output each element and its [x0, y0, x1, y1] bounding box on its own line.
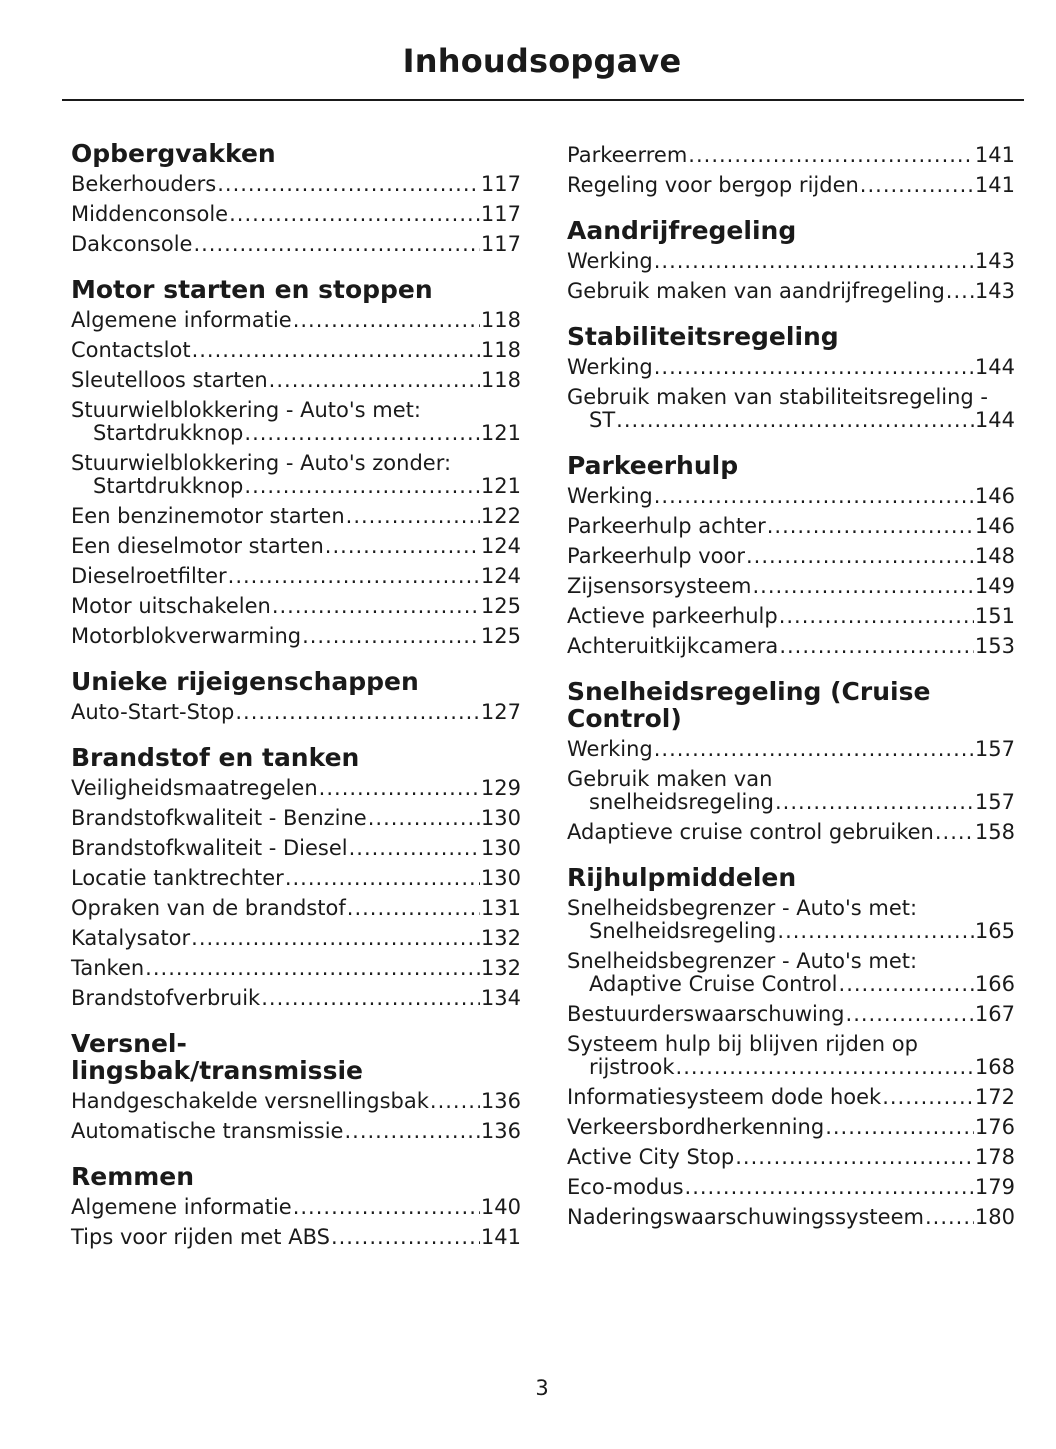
section-heading: Opbergvakken [71, 139, 276, 168]
toc-entry-page: 118 [480, 368, 521, 392]
toc-entry-row [567, 1116, 1015, 1139]
toc-entry[interactable] [567, 280, 1015, 303]
toc-entry-row [71, 309, 521, 332]
dot-leader [839, 973, 974, 996]
toc-section-opbergvakken [71, 140, 521, 256]
toc-entry[interactable] [567, 1206, 1015, 1229]
toc-section-snelheidsregeling-cruise-control [567, 678, 1015, 844]
toc-entry[interactable] [567, 250, 1015, 273]
toc-entry-page: 168 [974, 1055, 1015, 1079]
toc-entry[interactable] [567, 1146, 1015, 1169]
toc-entry-page: 180 [974, 1205, 1015, 1229]
section-heading [567, 678, 1015, 732]
toc-entry-row [71, 701, 521, 724]
dot-leader [685, 1176, 974, 1199]
dot-leader [193, 233, 479, 256]
dot-leader [368, 807, 480, 830]
toc-entry-row [71, 505, 521, 528]
toc-entry-row [567, 1146, 1015, 1169]
toc-entry-row [567, 575, 1015, 598]
toc-entry-row [567, 605, 1015, 628]
section-heading-line: Control) [567, 704, 682, 733]
section-heading: Motor starten en stoppen [71, 275, 433, 304]
toc-entry-title: Verkeersbordherkenning [567, 1115, 825, 1139]
toc-entry-page: 134 [480, 986, 521, 1010]
toc-entry-title-line: Stuurwielblokkering - Auto's met: [71, 398, 421, 422]
page-title: Inhoudsopgave [402, 42, 682, 80]
toc-entry-title: Snelheidsregeling [589, 919, 777, 943]
toc-entry-page: 118 [480, 338, 521, 362]
dot-leader [191, 927, 480, 950]
toc-entry[interactable] [567, 1086, 1015, 1109]
toc-entry[interactable] [71, 399, 521, 445]
toc-entry-row [71, 535, 521, 558]
toc-entry[interactable] [567, 1033, 1015, 1079]
toc-entry-title: Tips voor rijden met ABS [71, 1225, 330, 1249]
toc-entry-page: 136 [480, 1119, 521, 1143]
toc-entry-row [71, 807, 521, 830]
toc-entry[interactable] [567, 1003, 1015, 1026]
toc-entry[interactable] [71, 339, 521, 362]
toc-entry-title: Een dieselmotor starten [71, 534, 324, 558]
dot-leader [217, 173, 480, 196]
toc-entry[interactable] [71, 203, 521, 226]
toc-entry-title: Automatische transmissie [71, 1119, 344, 1143]
dot-leader [285, 867, 480, 890]
toc-entry[interactable] [567, 897, 1015, 943]
dot-leader [676, 1056, 974, 1079]
toc-entry-row [567, 174, 1015, 197]
toc-entry-title: Werking [567, 249, 653, 273]
section-heading: Unieke rijeigenschappen [71, 667, 419, 696]
toc-right-column [567, 140, 1015, 1236]
toc-entry-title: Werking [567, 737, 653, 761]
toc-entry-row [71, 1090, 521, 1113]
toc-entry-title-line: Gebruik maken van stabiliteitsregeling - [567, 385, 989, 409]
toc-entry-title: Tanken [71, 956, 145, 980]
toc-entry-row [71, 1196, 521, 1219]
toc-entry-page: 121 [480, 421, 521, 445]
toc-entry-row [567, 545, 1015, 568]
toc-entry-page: 124 [480, 534, 521, 558]
toc-entry-title: Opraken van de brandstof [71, 896, 346, 920]
section-heading-line: Versnel- [71, 1029, 187, 1058]
dot-leader [269, 369, 480, 392]
toc-entry[interactable] [71, 233, 521, 256]
toc-entry-page: 153 [974, 634, 1015, 658]
dot-leader [775, 791, 974, 814]
toc-section-brandstof-en-tanken [71, 744, 521, 1010]
toc-entry-title: snelheidsregeling [589, 790, 774, 814]
toc-entry-row [71, 173, 521, 196]
dot-leader [228, 565, 480, 588]
toc-entry-title: Dieselroetfilter [71, 564, 227, 588]
toc-entry-page: 157 [974, 790, 1015, 814]
toc-entry-title: Regeling voor bergop rijden [567, 173, 859, 197]
toc-entry-page: 131 [480, 896, 521, 920]
toc-entry-row [567, 356, 1015, 379]
dot-leader [235, 701, 480, 724]
toc-entry-row [567, 1206, 1015, 1229]
toc-entry-title: Brandstofverbruik [71, 986, 261, 1010]
toc-entry-row [71, 595, 521, 618]
toc-entry-title-line: Stuurwielblokkering - Auto's zonder: [71, 451, 452, 475]
toc-entry[interactable] [567, 768, 1015, 814]
toc-entry-row [567, 485, 1015, 508]
toc-entry[interactable] [71, 807, 521, 830]
dot-leader [735, 1146, 974, 1169]
toc-entry-title: Adaptive Cruise Control [589, 972, 838, 996]
dot-leader [347, 897, 480, 920]
dot-leader [860, 174, 974, 197]
toc-entry-page: 140 [480, 1195, 521, 1219]
toc-entry[interactable] [567, 485, 1015, 508]
toc-entry-row [567, 280, 1015, 303]
toc-entry-row [567, 738, 1015, 761]
toc-entry-title: Een benzinemotor starten [71, 504, 345, 528]
toc-section-remmen [71, 1163, 521, 1249]
toc-entry-page: 144 [974, 408, 1015, 432]
toc-entry-page: 136 [480, 1089, 521, 1113]
toc-entry-row [71, 565, 521, 588]
toc-entry-page: 129 [480, 776, 521, 800]
toc-entry-row [71, 837, 521, 860]
toc-entry[interactable] [567, 545, 1015, 568]
toc-entry-page: 141 [480, 1225, 521, 1249]
section-heading: Brandstof en tanken [71, 743, 360, 772]
toc-section-motor-starten-en-stoppen [71, 276, 521, 648]
toc-entry-row [71, 369, 521, 392]
toc-entry-title: Parkeerhulp voor [567, 544, 745, 568]
toc-entry-row [567, 821, 1015, 844]
toc-entry-title: Actieve parkeerhulp [567, 604, 778, 628]
toc-entry[interactable] [567, 1176, 1015, 1199]
toc-entry-page: 176 [974, 1115, 1015, 1139]
toc-entry[interactable] [567, 1116, 1015, 1139]
toc-entry-row [71, 422, 521, 445]
dot-leader [229, 203, 480, 226]
toc-entry[interactable] [71, 1120, 521, 1143]
toc-entry-title: Achteruitkijkcamera [567, 634, 779, 658]
toc-section-aandrijfregeling [567, 217, 1015, 303]
toc-entry-title: Katalysator [71, 926, 191, 950]
toc-entry-page: 148 [974, 544, 1015, 568]
toc-entry-page: 117 [480, 232, 521, 256]
toc-entry[interactable] [71, 1226, 521, 1249]
toc-entry-row [71, 777, 521, 800]
toc-entry-row [71, 927, 521, 950]
dot-leader [192, 339, 480, 362]
dot-leader [777, 920, 974, 943]
toc-entry-page: 117 [480, 202, 521, 226]
toc-entry-page: 130 [480, 866, 521, 890]
toc-entry-row [567, 1086, 1015, 1109]
toc-entry-page: 151 [974, 604, 1015, 628]
toc-entry[interactable] [71, 957, 521, 980]
toc-entry-row [71, 897, 521, 920]
toc-entry-title: Adaptieve cruise control gebruiken [567, 820, 934, 844]
toc-entry-title: Handgeschakelde versnellingsbak [71, 1089, 429, 1113]
toc-entry-title: Bestuurderswaarschuwing [567, 1002, 845, 1026]
toc-entry-page: 143 [974, 249, 1015, 273]
toc-entry-row [567, 1003, 1015, 1026]
toc-entry-title: Zijsensorsysteem [567, 574, 752, 598]
toc-entry[interactable] [71, 535, 521, 558]
toc-entry-title: Contactslot [71, 338, 191, 362]
toc-entry-row [71, 475, 521, 498]
toc-entry-page: 124 [480, 564, 521, 588]
toc-entry-row [71, 233, 521, 256]
toc-entry-title: Brandstofkwaliteit - Diesel [71, 836, 348, 860]
section-heading: Rijhulpmiddelen [567, 863, 797, 892]
toc-entry[interactable] [71, 777, 521, 800]
dot-leader [302, 625, 480, 648]
toc-entry-page: 117 [480, 172, 521, 196]
dot-leader [935, 821, 974, 844]
dot-leader [654, 356, 974, 379]
toc-entry[interactable] [567, 356, 1015, 379]
toc-entry-title: Motor uitschakelen [71, 594, 271, 618]
toc-entry-page: 166 [974, 972, 1015, 996]
toc-entry-title: Middenconsole [71, 202, 229, 226]
toc-entry-page: 172 [974, 1085, 1015, 1109]
toc-entry[interactable] [567, 738, 1015, 761]
toc-entry-row [71, 339, 521, 362]
dot-leader [946, 280, 974, 303]
toc-entry-title: Brandstofkwaliteit - Benzine [71, 806, 367, 830]
toc-entry-row [567, 409, 1015, 432]
toc-section-rijhulpmiddelen [567, 864, 1015, 1229]
toc-section-parkeerhulp [567, 452, 1015, 658]
toc-entry-page: 141 [974, 143, 1015, 167]
toc-entry-row [71, 957, 521, 980]
toc-entry[interactable] [71, 173, 521, 196]
toc-entry[interactable] [567, 821, 1015, 844]
toc-entry-title: Bekerhouders [71, 172, 217, 196]
toc-entry[interactable] [567, 144, 1015, 167]
toc-entry-title: ST [589, 408, 616, 432]
toc-entry[interactable] [71, 309, 521, 332]
toc-entry[interactable] [71, 927, 521, 950]
toc-entry-title: Auto-Start-Stop [71, 700, 235, 724]
toc-entry-title: Active City Stop [567, 1145, 735, 1169]
toc-entry[interactable] [71, 505, 521, 528]
toc-entry[interactable] [567, 174, 1015, 197]
toc-entry[interactable] [567, 515, 1015, 538]
toc-entry[interactable] [71, 1090, 521, 1113]
toc-entry[interactable] [71, 897, 521, 920]
toc-entry-title: Algemene informatie [71, 1195, 292, 1219]
toc-entry-title: Dakconsole [71, 232, 193, 256]
toc-entry-page: 130 [480, 806, 521, 830]
toc-entry[interactable] [71, 837, 521, 860]
toc-entry-page: 127 [480, 700, 521, 724]
toc-entry-title-line: Gebruik maken van [567, 767, 773, 791]
dot-leader [654, 738, 974, 761]
toc-entry[interactable] [71, 595, 521, 618]
toc-entry-page: 125 [480, 594, 521, 618]
toc-left-column [71, 140, 521, 1256]
toc-entry-title: Eco-modus [567, 1175, 684, 1199]
toc-entry-row [567, 973, 1015, 996]
toc-entry-page: 143 [974, 279, 1015, 303]
toc-entry-title: Locatie tanktrechter [71, 866, 284, 890]
dot-leader [272, 595, 480, 618]
section-heading: Remmen [71, 1162, 195, 1191]
toc-entry-page: 141 [974, 173, 1015, 197]
toc-entry-title: rijstrook [589, 1055, 675, 1079]
toc-entry-row [567, 920, 1015, 943]
dot-leader [349, 837, 480, 860]
toc-entry-row [567, 635, 1015, 658]
toc-entry[interactable] [71, 369, 521, 392]
toc-entry-title-line: Systeem hulp bij blijven rijden op [567, 1032, 918, 1056]
dot-leader [654, 250, 974, 273]
toc-entry-row [71, 987, 521, 1010]
toc-entry-title: Motorblokverwarming [71, 624, 302, 648]
toc-entry[interactable] [71, 1196, 521, 1219]
dot-leader [293, 1196, 480, 1219]
toc-entry-title: Gebruik maken van aandrijfregeling [567, 279, 945, 303]
toc-section-stabiliteitsregeling [567, 323, 1015, 432]
dot-leader [753, 575, 974, 598]
dot-leader [654, 485, 974, 508]
toc-entry-page: 144 [974, 355, 1015, 379]
dot-leader [244, 475, 480, 498]
dot-leader [430, 1090, 480, 1113]
toc-entry-row [71, 625, 521, 648]
toc-entry-page: 122 [480, 504, 521, 528]
toc-entry[interactable] [71, 452, 521, 498]
toc-entry-page: 132 [480, 926, 521, 950]
section-heading-line: Snelheidsregeling (Cruise [567, 677, 931, 706]
dot-leader [319, 777, 480, 800]
toc-entry-page: 179 [974, 1175, 1015, 1199]
section-heading: Aandrijfregeling [567, 216, 797, 245]
toc-entry-page: 178 [974, 1145, 1015, 1169]
toc-entry[interactable] [71, 565, 521, 588]
toc-entry-page: 146 [974, 514, 1015, 538]
toc-entry[interactable] [567, 605, 1015, 628]
toc-entry-row [71, 1120, 521, 1143]
toc-entry[interactable] [71, 625, 521, 648]
toc-entry-page: 130 [480, 836, 521, 860]
dot-leader [767, 515, 974, 538]
toc-entry-title-line: Snelheidsbegrenzer - Auto's met: [567, 896, 918, 920]
toc-entry-page: 146 [974, 484, 1015, 508]
section-heading [71, 1030, 521, 1084]
toc-section [567, 144, 1015, 197]
toc-entry-page: 167 [974, 1002, 1015, 1026]
toc-entry-row [567, 515, 1015, 538]
toc-entry-title-line: Snelheidsbegrenzer - Auto's met: [567, 949, 918, 973]
toc-entry[interactable] [71, 867, 521, 890]
toc-entry-title: Startdrukknop [93, 474, 244, 498]
toc-entry-title: Naderingswaarschuwingssysteem [567, 1205, 924, 1229]
dot-leader [779, 635, 974, 658]
toc-entry[interactable] [71, 987, 521, 1010]
section-heading-line: lingsbak/transmissie [71, 1056, 363, 1085]
dot-leader [325, 535, 480, 558]
toc-entry-title: Werking [567, 484, 653, 508]
dot-leader [244, 422, 480, 445]
toc-entry-page: 132 [480, 956, 521, 980]
dot-leader [882, 1086, 974, 1109]
toc-entry-title: Startdrukknop [93, 421, 244, 445]
toc-entry-title: Werking [567, 355, 653, 379]
page-number: 3 [535, 1376, 549, 1400]
title-divider [62, 99, 1024, 101]
toc-entry-row [71, 203, 521, 226]
toc-section-versnel-lingsbak-transmissie [71, 1030, 521, 1143]
toc-entry-page: 165 [974, 919, 1015, 943]
toc-entry-row [71, 867, 521, 890]
toc-entry-row [567, 791, 1015, 814]
toc-entry-page: 118 [480, 308, 521, 332]
dot-leader [145, 957, 480, 980]
toc-entry-page: 157 [974, 737, 1015, 761]
dot-leader [261, 987, 480, 1010]
dot-leader [293, 309, 480, 332]
section-heading: Stabiliteitsregeling [567, 322, 839, 351]
toc-entry-title: Veiligheidsmaatregelen [71, 776, 318, 800]
toc-entry[interactable] [567, 386, 1015, 432]
toc-entry[interactable] [71, 701, 521, 724]
dot-leader [746, 545, 974, 568]
toc-entry-row [71, 1226, 521, 1249]
toc-entry-row [567, 1176, 1015, 1199]
toc-entry-title: Sleutelloos starten [71, 368, 268, 392]
dot-leader [846, 1003, 974, 1026]
toc-entry-title: Algemene informatie [71, 308, 292, 332]
dot-leader [779, 605, 974, 628]
toc-entry-title: Parkeerhulp achter [567, 514, 766, 538]
toc-entry-title: Informatiesysteem dode hoek [567, 1085, 882, 1109]
toc-entry-page: 149 [974, 574, 1015, 598]
dot-leader [688, 144, 974, 167]
toc-entry[interactable] [567, 635, 1015, 658]
toc-entry-row [567, 1056, 1015, 1079]
toc-entry[interactable] [567, 575, 1015, 598]
toc-entry-page: 121 [480, 474, 521, 498]
toc-entry-title: Parkeerrem [567, 143, 688, 167]
dot-leader [346, 505, 480, 528]
dot-leader [344, 1120, 479, 1143]
dot-leader [925, 1206, 974, 1229]
toc-entry-row [567, 144, 1015, 167]
toc-section-unieke-rijeigenschappen [71, 668, 521, 724]
toc-entry[interactable] [567, 950, 1015, 996]
dot-leader [331, 1226, 480, 1249]
toc-entry-page: 125 [480, 624, 521, 648]
section-heading: Parkeerhulp [567, 451, 739, 480]
toc-entry-page: 158 [974, 820, 1015, 844]
dot-leader [616, 409, 974, 432]
dot-leader [825, 1116, 974, 1139]
toc-entry-row [567, 250, 1015, 273]
